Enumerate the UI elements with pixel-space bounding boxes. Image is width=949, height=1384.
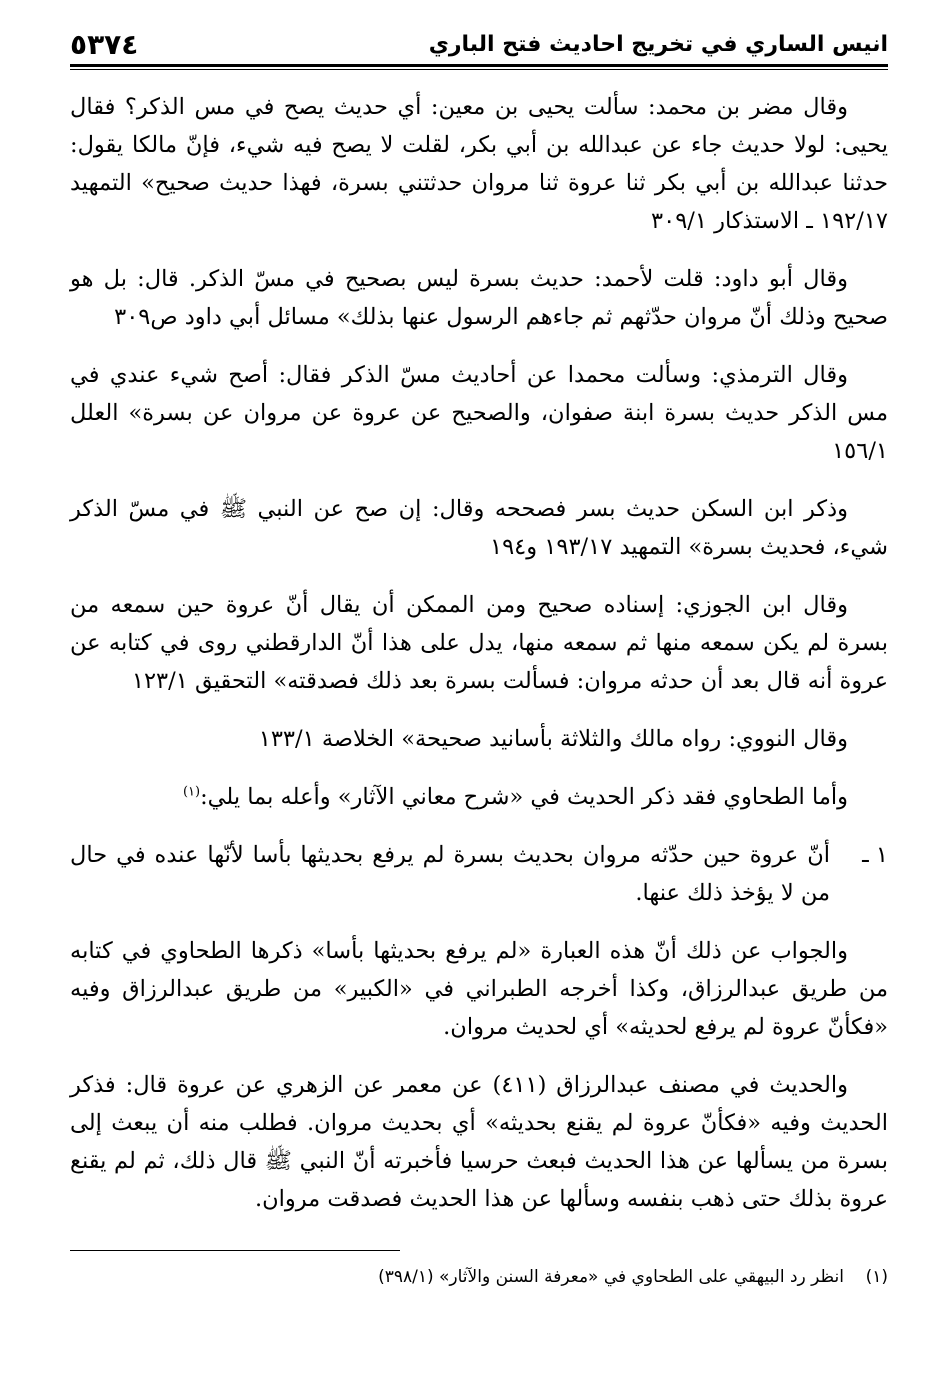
- book-title: انيس الساري في تخريج احاديث فتح الباري: [428, 32, 888, 57]
- footnote-text: انظر رد البيهقي على الطحاوي في «معرفة السنن والآثار» (٣٩٨/١): [378, 1267, 844, 1287]
- header-rule-thick: [70, 64, 888, 67]
- main-text: [70, 88, 888, 1218]
- paragraph-mudar: وقال مضر بن محمد: سألت يحيى بن معين: أي حديث يصح في مس الذكر؟ فقال يحيى: لولا حديث جاء عن عبدالله بن أبي بكر، لقلت لا يصح فيه شيء، فإنّ مالكا يقول: حدثنا عبدالله بن أبي بكر ثنا عروة ثنا مروان حدثتني بسرة، فهذا حديث صحيح» التمهيد ١٩٢/١٧ ـ الاستذكار ٣٠٩/١: [70, 94, 888, 234]
- footnote-ref: (١): [182, 784, 201, 800]
- paragraph-answer: والجواب عن ذلك أنّ هذه العبارة «لم يرفع بحديثها بأسا» ذكرها الطحاوي في كتابه من طريق عبدالرزاق، وكذا أخرجه الطبراني في «الكبير» من طريق عبدالرزاق وفيه «فكأنّ عروة لم يرفع لحديثه» أي لحديث مروان.: [70, 938, 888, 1040]
- paragraph-tirmidhi: وقال الترمذي: وسألت محمدا عن أحاديث مسّ الذكر فقال: أصح شيء عندي في مس الذكر حديث بسرة ابنة صفوان، والصحيح عن عروة عن مروان عن بسرة» العلل ١٥٦/١: [70, 362, 888, 464]
- paragraph-nawawi: وقال النووي: رواه مالك والثلاثة بأسانيد صحيحة» الخلاصة ١٣٣/١: [258, 726, 848, 752]
- header-rule-thin: [70, 69, 888, 70]
- book-page: [70, 24, 888, 1364]
- paragraph-ibn-sakan: وذكر ابن السكن حديث بسر فصححه وقال: إن صح عن النبي ﷺ في مسّ الذكر شيء، فحديث بسرة» التمهيد ١٩٣/١٧ و١٩٤: [70, 496, 888, 560]
- footnote: [70, 1264, 888, 1290]
- list-item-1: [70, 836, 888, 912]
- paragraph-tahawi-intro: وأما الطحاوي فقد ذكر الحديث في «شرح معاني الآثار» وأعله بما يلي:$^{(١)}$: [182, 784, 848, 810]
- paragraph-ibn-jawzi: وقال ابن الجوزي: إسناده صحيح ومن الممكن أن يقال أنّ عروة حين سمعه من بسرة لم يكن سمعه منها ثم سمعه منها، يدل على هذا أنّ الدارقطني روى في كتابه عن عروة أنه قال بعد أن حدثه مروان: فسألت بسرة بعد ذلك فصدقته» التحقيق ١٢٣/١: [70, 592, 888, 694]
- page-number: ٥٣٧٤: [70, 28, 139, 61]
- running-header: [70, 24, 888, 62]
- footnote-separator: [70, 1250, 400, 1251]
- list-number: ١ ـ: [862, 842, 888, 868]
- list-text: أنّ عروة حين حدّثه مروان بحديث بسرة لم يرفع بحديثها بأسا لأنّها عنده في حال من لا يؤخذ ذلك عنها.: [70, 842, 830, 906]
- footnote-marker: (١): [865, 1267, 888, 1287]
- paragraph-abdulrazzaq: والحديث في مصنف عبدالرزاق (٤١١) عن معمر عن الزهري عن عروة قال: فذكر الحديث وفيه «فكأنّ عروة لم يقنع بحديثه» أي بحديث مروان. فطلب منه أن يبعث إلى بسرة من يسألها عن هذا الحديث فبعث حرسيا فأخبرته أنّ النبي ﷺ قال ذلك، ثم لم يقنع عروة بذلك حتى ذهب بنفسه وسألها عن هذا الحديث فصدقت مروان.: [70, 1072, 888, 1212]
- paragraph-abu-dawud: وقال أبو داود: قلت لأحمد: حديث بسرة ليس بصحيح في مسّ الذكر. قال: بل هو صحيح وذلك أنّ مروان حدّثهم ثم جاءهم الرسول عنها بذلك» مسائل أبي داود ص٣٠٩: [70, 266, 888, 330]
